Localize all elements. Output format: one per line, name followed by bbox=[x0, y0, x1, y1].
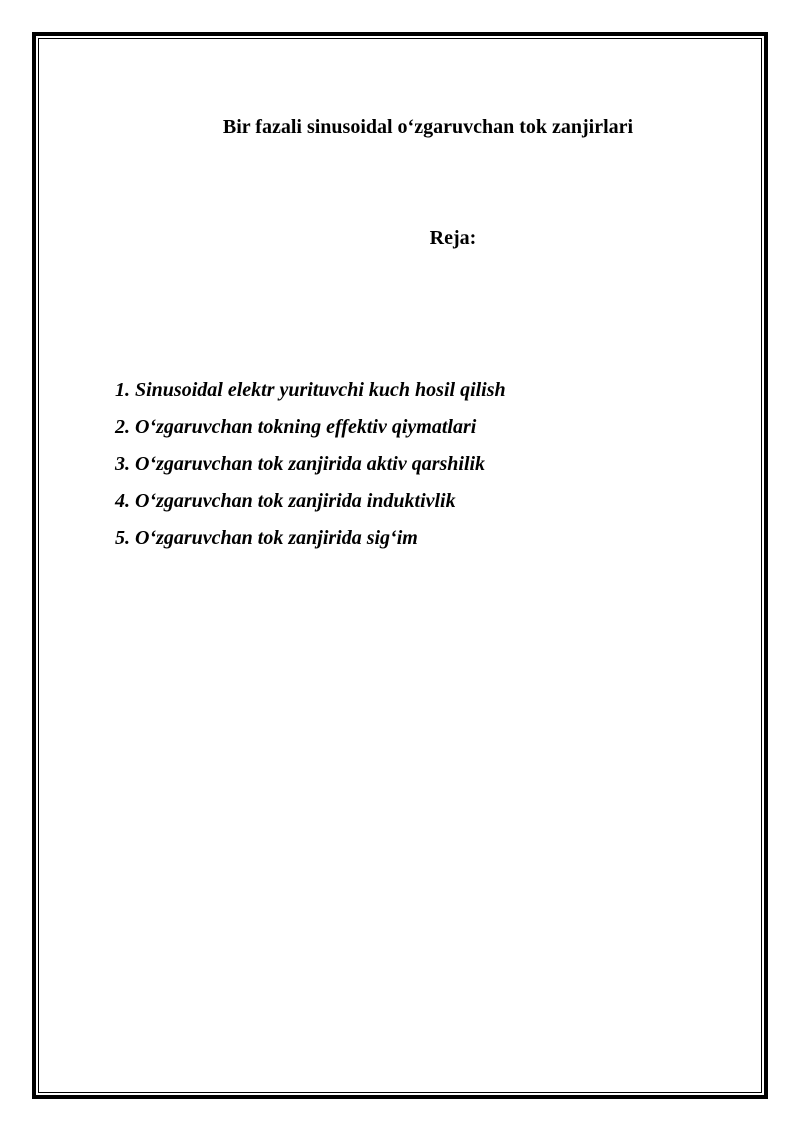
plan-item-1: 1. Sinusoidal elektr yurituvchi kuch hosil qilish bbox=[115, 379, 506, 401]
plan-heading: Reja: bbox=[429, 227, 477, 249]
plan-item-5: 5. O‘zgaruvchan tok zanjirida sig‘im bbox=[115, 527, 418, 549]
plan-item-4: 4. O‘zgaruvchan tok zanjirida induktivlik bbox=[115, 490, 456, 512]
plan-list bbox=[115, 372, 506, 557]
plan-item-2: 2. O‘zgaruvchan tokning effektiv qiymatlari bbox=[115, 416, 477, 438]
document-title: Bir fazali sinusoidal o‘zgaruvchan tok zanjirlari bbox=[222, 116, 634, 138]
plan-item-3: 3. O‘zgaruvchan tok zanjirida aktiv qarshilik bbox=[115, 453, 486, 475]
page-border-inner bbox=[38, 38, 762, 1093]
